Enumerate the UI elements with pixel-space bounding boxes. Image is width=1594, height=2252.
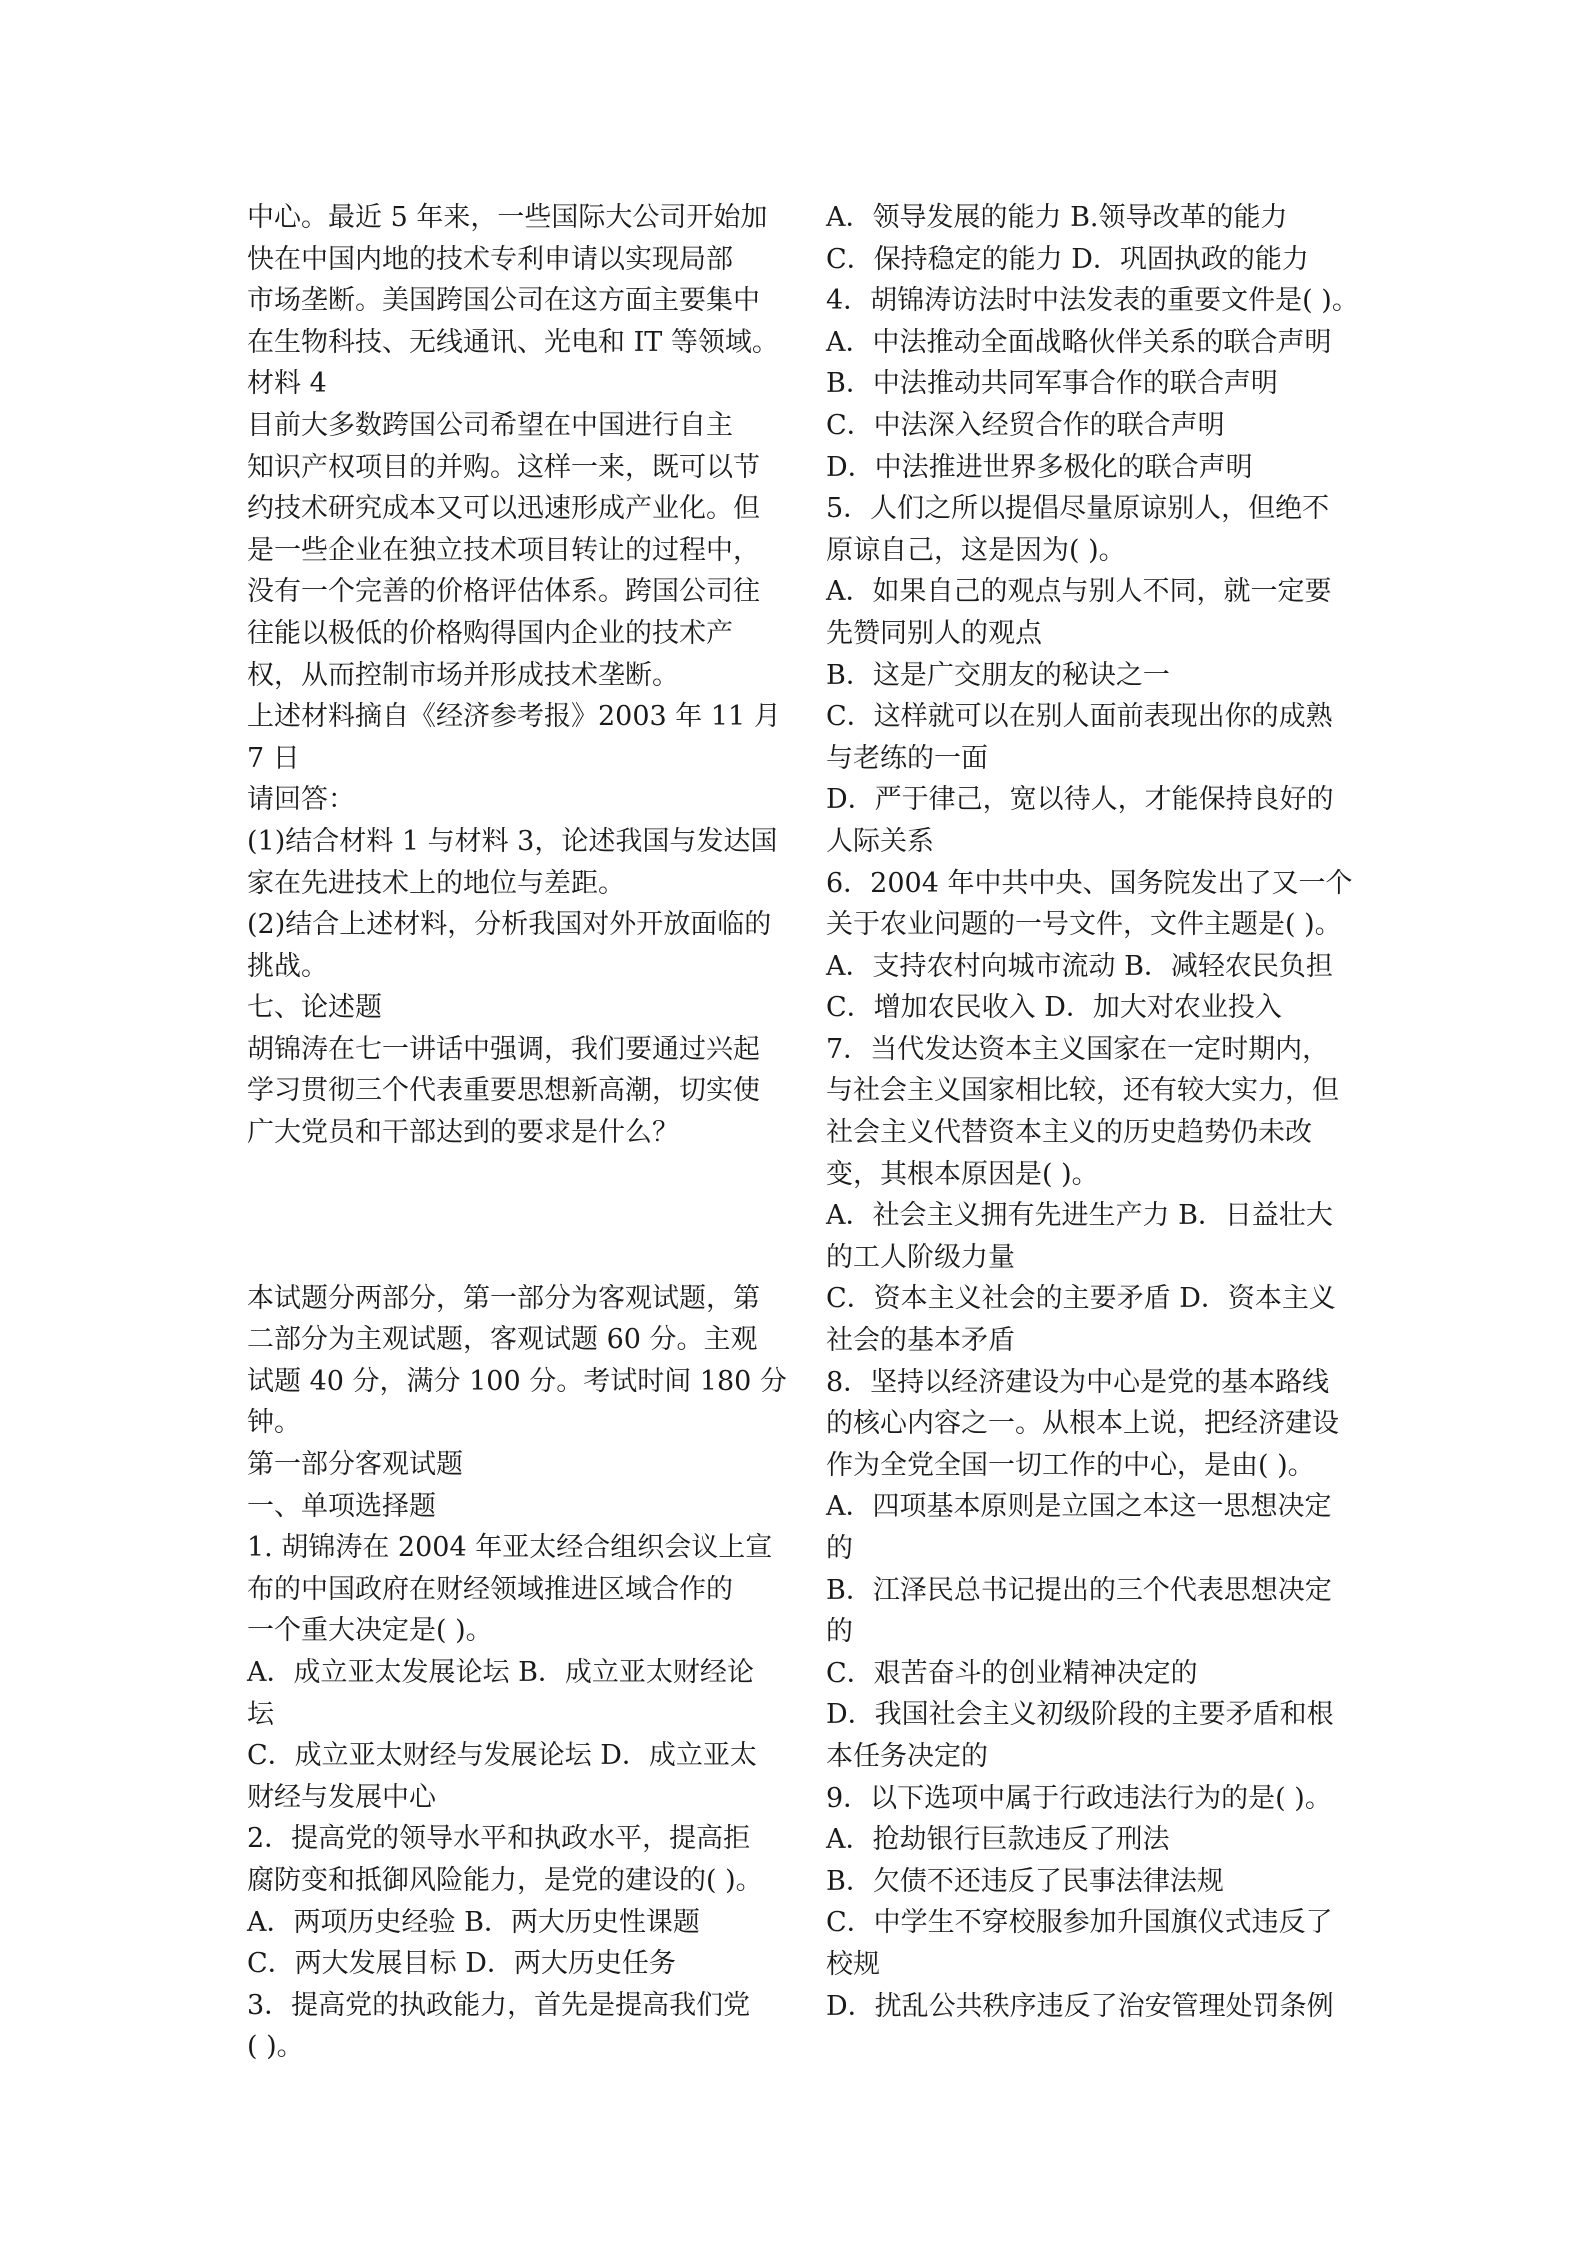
text-line: A．抢劫银行巨款违反了刑法: [826, 1824, 1170, 1856]
text-line: 校规: [826, 1948, 880, 1980]
section-gap: [247, 1154, 792, 1278]
text-line: 财经与发展中心: [247, 1781, 436, 1813]
text-line: A．两项历史经验 B．两大历史性课题: [247, 1906, 700, 1938]
text-line: B．这是广交朋友的秘诀之一: [826, 659, 1170, 691]
text-line: A．四项基本原则是立国之本这一思想决定: [826, 1491, 1332, 1523]
text-line: A．成立亚太发展论坛 B．成立亚太财经论: [247, 1657, 754, 1688]
text-line: 上述材料摘自《经济参考报》2003 年 11 月: [247, 701, 781, 733]
text-line: D．中法推进世界多极化的联合声明: [826, 451, 1253, 483]
text-line: B．中法推动共同军事合作的联合声明: [826, 368, 1278, 400]
text-line: 钟。: [247, 1407, 301, 1439]
text-line: 挑战。: [247, 950, 328, 982]
text-line: 4．胡锦涛访法时中法发表的重要文件是( )。: [826, 285, 1359, 317]
text-line: (2)结合上述材料，分析我国对外开放面临的: [247, 909, 772, 941]
text-line: 先赞同别人的观点: [826, 617, 1042, 649]
text-line: D．严于律己，宽以待人，才能保持良好的: [826, 784, 1334, 816]
text-line: 8．坚持以经济建设为中心是党的基本路线: [826, 1366, 1330, 1398]
text-line: 中心。最近 5 年来，一些国际大公司开始加: [247, 202, 768, 233]
text-line: C．资本主义社会的主要矛盾 D．资本主义: [826, 1283, 1336, 1315]
text-line: 往能以极低的价格购得国内企业的技术产: [247, 617, 733, 649]
text-line: A．社会主义拥有先进生产力 B．日益壮大: [826, 1200, 1333, 1232]
text-line: 市场垄断。美国跨国公司在这方面主要集中: [247, 285, 760, 317]
text-line: 5．人们之所以提倡尽量原谅别人，但绝不: [826, 493, 1330, 525]
text-line: 没有一个完善的价格评估体系。跨国公司往: [247, 576, 760, 608]
text-line: B．欠债不还违反了民事法律法规: [826, 1865, 1224, 1897]
text-line: 2．提高党的领导水平和执政水平，提高拒: [247, 1823, 751, 1855]
text-line: 二部分为主观试题，客观试题 60 分。主观: [247, 1324, 758, 1356]
text-line: 的: [826, 1533, 853, 1564]
text-line: 社会主义代替资本主义的历史趋势仍未改: [826, 1117, 1312, 1149]
text-line: 坛: [247, 1698, 274, 1730]
text-line: 6．2004 年中共中央、国务院发出了又一个: [826, 867, 1353, 899]
text-line: A．如果自己的观点与别人不同，就一定要: [826, 576, 1332, 608]
text-line: C．保持稳定的能力 D．巩固执政的能力: [826, 243, 1309, 275]
text-line: 7．当代发达资本主义国家在一定时期内，: [826, 1033, 1330, 1065]
left-column: [247, 197, 792, 2068]
text-line: 一、单项选择题: [247, 1490, 436, 1522]
text-line: 快在中国内地的技术专利申请以实现局部: [247, 243, 733, 275]
text-line: 7 日: [247, 742, 300, 774]
text-line: 广大党员和干部达到的要求是什么？: [247, 1117, 679, 1149]
text-line: 本试题分两部分，第一部分为客观试题，第: [247, 1282, 760, 1314]
text-line: 第一部分客观试题: [247, 1449, 463, 1481]
text-line: 学习贯彻三个代表重要思想新高潮，切实使: [247, 1075, 760, 1107]
text-line: 1. 胡锦涛在 2004 年亚太经合组织会议上宣: [247, 1532, 773, 1564]
text-line: D．我国社会主义初级阶段的主要矛盾和根: [826, 1699, 1334, 1731]
text-line: 权，从而控制市场并形成技术垄断。: [247, 659, 679, 691]
text-line: A．支持农村向城市流动 B．减轻农民负担: [826, 950, 1333, 982]
text-line: 家在先进技术上的地位与差距。: [247, 867, 625, 899]
text-line: 一个重大决定是( )。: [247, 1615, 493, 1647]
left-text-block-b: [247, 1278, 792, 2068]
text-line: 试题 40 分，满分 100 分。考试时间 180 分: [247, 1365, 787, 1397]
text-line: 知识产权项目的并购。这样一来，既可以节: [247, 451, 760, 483]
text-line: 变，其根本原因是( )。: [826, 1158, 1099, 1190]
text-line: 的工人阶级力量: [826, 1241, 1015, 1273]
text-line: 与老练的一面: [826, 742, 988, 774]
text-line: C．两大发展目标 D．两大历史任务: [247, 1948, 676, 1980]
text-line: 目前大多数跨国公司希望在中国进行自主: [247, 409, 733, 441]
text-line: 约技术研究成本又可以迅速形成产业化。但: [247, 493, 760, 525]
text-line: C．这样就可以在别人面前表现出你的成熟: [826, 701, 1333, 733]
text-line: 人际关系: [826, 825, 934, 857]
text-line: C．增加农民收入 D．加大对农业投入: [826, 992, 1282, 1024]
text-line: C．成立亚太财经与发展论坛 D．成立亚太: [247, 1740, 757, 1772]
text-line: A．中法推动全面战略伙伴关系的联合声明: [826, 326, 1332, 358]
text-line: 的核心内容之一。从根本上说，把经济建设: [826, 1408, 1339, 1440]
text-line: C．艰苦奋斗的创业精神决定的: [826, 1657, 1198, 1689]
text-line: B．江泽民总书记提出的三个代表思想决定: [826, 1574, 1332, 1606]
text-line: 的: [826, 1616, 853, 1648]
text-line: D．扰乱公共秩序违反了治安管理处罚条例: [826, 1990, 1334, 2022]
text-line: 腐防变和抵御风险能力，是党的建设的( )。: [247, 1864, 763, 1896]
right-text-block: [826, 197, 1371, 2027]
text-line: (1)结合材料 1 与材料 3，论述我国与发达国: [247, 825, 778, 857]
text-line: C．中法深入经贸合作的联合声明: [826, 409, 1225, 441]
text-line: 社会的基本矛盾: [826, 1325, 1015, 1357]
left-text-block-a: [247, 197, 792, 1154]
text-line: C．中学生不穿校服参加升国旗仪式违反了: [826, 1907, 1333, 1939]
text-line: 七、论述题: [247, 992, 382, 1024]
text-line: 胡锦涛在七一讲话中强调，我们要通过兴起: [247, 1033, 760, 1065]
right-column: [826, 197, 1371, 2027]
text-line: 与社会主义国家相比较，还有较大实力，但: [826, 1075, 1339, 1107]
text-line: A．领导发展的能力 B.领导改革的能力: [826, 202, 1288, 233]
text-line: 本任务决定的: [826, 1740, 988, 1772]
text-line: 9．以下选项中属于行政违法行为的是( )。: [826, 1782, 1332, 1814]
text-line: ( )。: [247, 2031, 304, 2063]
text-line: 3．提高党的执政能力，首先是提高我们党: [247, 1989, 751, 2021]
text-line: 布的中国政府在财经领域推进区域合作的: [247, 1573, 733, 1605]
text-line: 请回答：: [247, 784, 355, 816]
text-line: 材料 4: [247, 368, 327, 400]
text-line: 关于农业问题的一号文件，文件主题是( )。: [826, 909, 1342, 941]
text-line: 作为全党全国一切工作的中心，是由( )。: [826, 1449, 1315, 1481]
text-line: 是一些企业在独立技术项目转让的过程中，: [247, 534, 760, 566]
text-line: 在生物科技、无线通讯、光电和 IT 等领域。: [247, 326, 779, 358]
text-line: 原谅自己，这是因为( )。: [826, 534, 1126, 566]
